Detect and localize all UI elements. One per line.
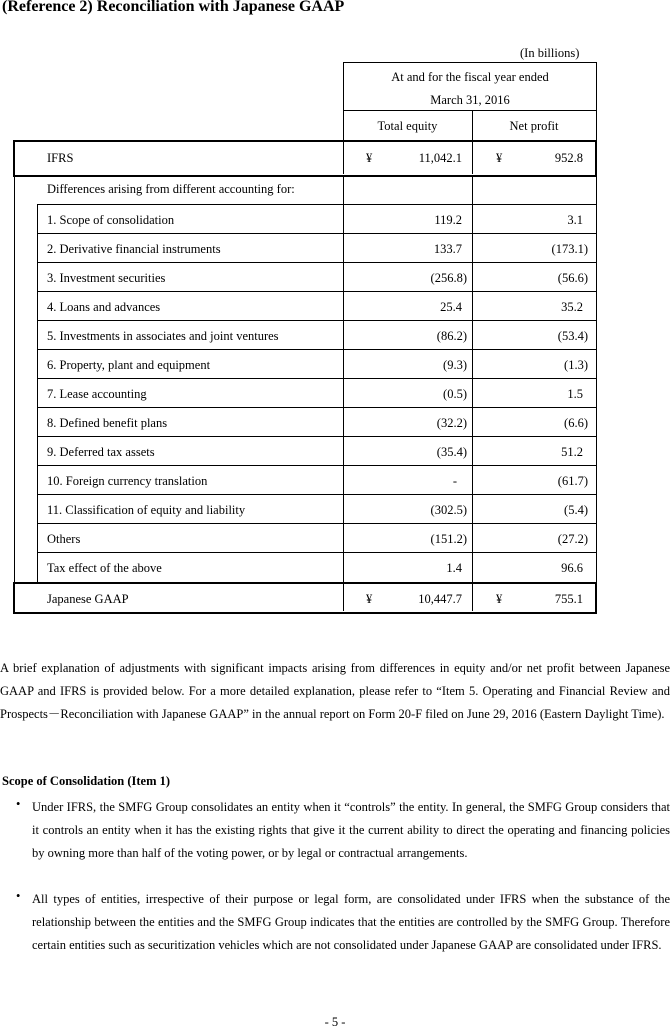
page-title: (Reference 2) Reconciliation with Japanese GAAP	[2, 0, 345, 15]
hdr-top	[343, 62, 597, 63]
row-label: 1. Scope of consolidation	[47, 213, 175, 227]
row-label: 6. Property, plant and equipment	[47, 358, 211, 372]
row-label: 5. Investments in associates and joint ventures	[47, 329, 279, 343]
yen-symbol: ¥	[496, 151, 503, 165]
page-number: - 5 -	[324, 1015, 346, 1029]
intro-paragraph: A brief explanation of adjustments with significant impacts arising from differences in equity and/or net profit between Japanese GAAP and IFRS is provided below. For a more detailed explanation, please refer to “Item 5. Operating and Financial Review and Prospects－Reconciliation with Japanese GAAP” in the annual report on Form 20-F filed on June 29, 2016 (Eastern Daylight Time).	[0, 661, 670, 721]
units-label: (In billions)	[520, 46, 580, 60]
yen-symbol: ¥	[366, 592, 373, 606]
ifrs-equity: 11,042.1	[418, 151, 462, 165]
header-period-line1: At and for the fiscal year ended	[391, 70, 549, 84]
bullet-item: Under IFRS, the SMFG Group consolidates an entity when it “controls” the entity. In general, the SMFG Group considers that it controls an entity when it has the existing rights that give it the current ability to direct the operating and financing policies by owning more than half of the voting power, or by legal or contractual arrangements.	[32, 800, 670, 860]
row-label: 2. Derivative financial instruments	[47, 242, 221, 256]
row-label: 9. Deferred tax assets	[47, 445, 155, 459]
ifrs-label: IFRS	[47, 151, 74, 165]
body-left-inner	[37, 204, 38, 583]
row-equity: (302.5)	[430, 503, 467, 517]
row-equity: (86.2)	[436, 329, 467, 343]
row-label: Tax effect of the above	[47, 561, 162, 575]
row-equity: (35.4)	[436, 445, 467, 459]
row-equity: (256.8)	[430, 271, 467, 285]
col-header-equity: Total equity	[377, 119, 438, 133]
row-profit: (53.4)	[557, 329, 588, 343]
row-profit: 51.2	[561, 445, 583, 459]
row-profit: (1.3)	[564, 358, 588, 372]
row-equity: (9.3)	[443, 358, 467, 372]
body-col1	[343, 175, 344, 583]
row-profit: 96.6	[561, 561, 583, 575]
row-label: 4. Loans and advances	[47, 300, 161, 314]
hdr-mid	[343, 110, 597, 111]
jgaap-equity: 10,447.7	[418, 592, 462, 606]
row-equity: -	[452, 474, 457, 488]
bullet-item: All types of entities, irrespective of their purpose or legal form, are consolidated under IFRS when the substance of the relationship between the entities and the SMFG Group indicates that the entities are controlled by the SMFG Group. Therefore certain entities such as securitization vehicles which are not consolidated under Japanese GAAP are consolidated under IFRS.	[32, 892, 670, 952]
section-heading: Scope of Consolidation (Item 1)	[2, 774, 171, 788]
row-profit: (27.2)	[557, 532, 588, 546]
row-label: Others	[47, 532, 81, 546]
row-equity: 133.7	[433, 242, 462, 256]
jgaap-label: Japanese GAAP	[47, 592, 129, 606]
row-label: 10. Foreign currency translation	[47, 474, 208, 488]
row-profit: (5.4)	[564, 503, 588, 517]
header-period-line2: March 31, 2016	[430, 93, 510, 107]
row-profit: (173.1)	[551, 242, 588, 256]
row-equity: (151.2)	[430, 532, 467, 546]
row-profit: 1.5	[567, 387, 583, 401]
row-profit: (56.6)	[557, 271, 588, 285]
bullet-icon: •	[16, 797, 21, 811]
row-label: 3. Investment securities	[47, 271, 166, 285]
bullet-icon: •	[16, 889, 21, 903]
yen-symbol: ¥	[496, 592, 503, 606]
body-left-outer	[14, 175, 15, 583]
row-equity: 25.4	[440, 300, 462, 314]
row-profit: 3.1	[567, 213, 583, 227]
ifrs-profit: 952.8	[554, 151, 583, 165]
row-label: 8. Defined benefit plans	[47, 416, 168, 430]
row-label: 11. Classification of equity and liability	[47, 503, 246, 517]
col-header-profit: Net profit	[509, 119, 559, 133]
row-equity: (0.5)	[443, 387, 467, 401]
row-profit: (61.7)	[557, 474, 588, 488]
body-right	[596, 175, 597, 583]
jgaap-profit: 755.1	[554, 592, 583, 606]
row-profit: 35.2	[561, 300, 583, 314]
body-col2	[472, 175, 473, 583]
row-equity: 1.4	[446, 561, 462, 575]
yen-symbol: ¥	[366, 151, 373, 165]
row-equity: 119.2	[434, 213, 462, 227]
row-profit: (6.6)	[564, 416, 588, 430]
row-equity: (32.2)	[436, 416, 467, 430]
differences-label: Differences arising from different accounting for:	[47, 182, 295, 196]
row-label: 7. Lease accounting	[47, 387, 147, 401]
